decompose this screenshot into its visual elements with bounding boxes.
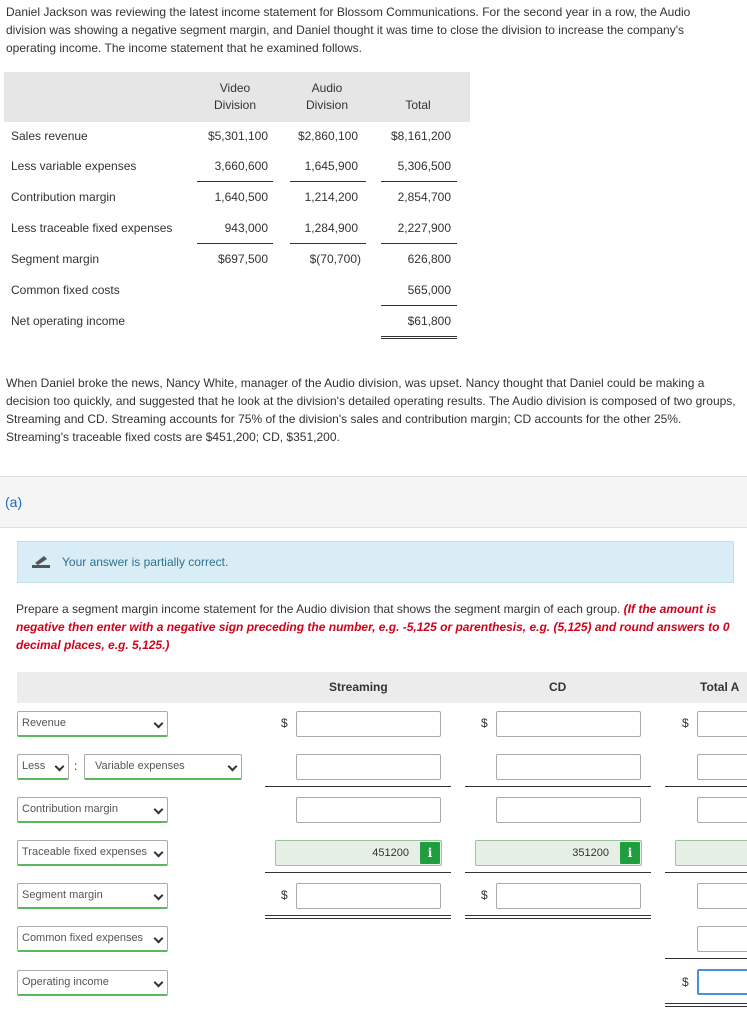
total-contribution: 2,854,700 <box>397 190 451 204</box>
row-label-variable-expenses: Less variable expenses <box>11 159 137 173</box>
underline <box>465 786 651 787</box>
double-underline <box>465 918 651 919</box>
cd-variable-input[interactable] <box>496 754 641 780</box>
revenue-select[interactable]: Revenue <box>17 711 168 737</box>
underline <box>381 181 457 182</box>
pencil-icon <box>32 554 50 570</box>
video-traceable: 943,000 <box>224 221 268 235</box>
chevron-down-icon <box>55 762 65 772</box>
underline <box>381 305 457 306</box>
double-underline <box>265 915 451 916</box>
cd-traceable-input[interactable]: 351200 i <box>475 840 642 866</box>
total-sales: $8,161,200 <box>390 129 451 143</box>
instructions: Prepare a segment margin income statement for the Audio division that shows the segment margin of each group. (If the amount is negative then enter with a negative sign preceding the number, e.g. -5,125 or parenthesis, e.g. (5,125) and round answers to 0 decimal places, e.g. 5,125.) <box>16 602 730 652</box>
total-segment: 626,800 <box>407 252 451 266</box>
audio-segment: $(70,700) <box>309 252 361 266</box>
cd-header: CD <box>549 680 567 694</box>
total-variable-input[interactable] <box>697 754 747 780</box>
instructions-note: (If the amount is negative then enter with a negative sign preceding the number, e.g. -5,125 or parenthesis, e.g. (5,125) and round answers to 0 decimal places, e.g. 5,125.) <box>16 602 730 652</box>
part-header <box>0 476 747 528</box>
underline <box>197 181 273 182</box>
underline <box>665 786 747 787</box>
streaming-revenue-input[interactable] <box>296 711 441 737</box>
double-underline <box>665 1006 747 1007</box>
common-fixed-select[interactable]: Common fixed expenses <box>17 926 168 952</box>
total-header: Total <box>405 98 431 112</box>
total-traceable-input[interactable] <box>675 840 747 866</box>
currency-symbol: $ <box>281 888 288 902</box>
segment-margin-select[interactable]: Segment margin <box>17 883 168 909</box>
less-select[interactable]: Less <box>17 754 69 780</box>
total-variable: 5,306,500 <box>397 159 451 173</box>
total-audio-header: Total A <box>700 680 740 694</box>
row-label-traceable-fixed: Less traceable fixed expenses <box>11 221 173 235</box>
underline <box>197 243 273 244</box>
underline <box>465 872 651 873</box>
underline <box>665 872 747 873</box>
chevron-down-icon <box>154 848 164 858</box>
cd-contribution-input[interactable] <box>496 797 641 823</box>
chevron-down-icon <box>154 934 164 944</box>
currency-symbol: $ <box>682 975 689 989</box>
total-contribution-input[interactable] <box>697 797 747 823</box>
currency-symbol: $ <box>481 716 488 730</box>
answer-table-header <box>17 672 747 703</box>
cd-segment-input[interactable] <box>496 883 641 909</box>
video-variable: 3,660,600 <box>214 159 268 173</box>
traceable-fixed-select[interactable]: Traceable fixed expenses <box>17 840 168 866</box>
audio-variable: 1,645,900 <box>304 159 358 173</box>
chevron-down-icon <box>154 891 164 901</box>
variable-expenses-select[interactable]: Variable expenses <box>84 754 242 780</box>
intro-paragraph: Daniel Jackson was reviewing the latest income statement for Blossom Communications. For the second year in a row, the Audio division was showing a negative segment margin, and Daniel thought it was time to close the division to increase the company's operating income. The income statement that he examined follows. <box>6 5 691 55</box>
double-underline <box>265 918 451 919</box>
chevron-down-icon <box>154 978 164 988</box>
row-label-net-operating-income: Net operating income <box>11 314 126 328</box>
currency-symbol: $ <box>481 888 488 902</box>
underline <box>265 872 451 873</box>
total-revenue-input[interactable] <box>697 711 747 737</box>
info-icon[interactable]: i <box>420 842 440 864</box>
video-segment: $697,500 <box>217 252 268 266</box>
status-banner <box>17 541 734 583</box>
double-underline <box>665 1003 747 1004</box>
total-traceable: 2,227,900 <box>397 221 451 235</box>
audio-contribution: 1,214,200 <box>304 190 358 204</box>
streaming-traceable-input[interactable]: 451200 i <box>275 840 442 866</box>
video-division-header: Video Division <box>213 81 256 112</box>
row-label-sales-revenue: Sales revenue <box>11 129 88 143</box>
separator: : <box>74 759 78 773</box>
streaming-contribution-input[interactable] <box>296 797 441 823</box>
total-common-fixed-input[interactable] <box>697 926 747 952</box>
double-underline <box>381 336 457 337</box>
currency-symbol: $ <box>281 716 288 730</box>
streaming-variable-input[interactable] <box>296 754 441 780</box>
currency-symbol: $ <box>682 716 689 730</box>
operating-income-select[interactable]: Operating income <box>17 970 168 996</box>
status-text: Your answer is partially correct. <box>62 555 229 569</box>
double-underline <box>381 338 457 339</box>
details-paragraph: When Daniel broke the news, Nancy White, manager of the Audio division, was upset. Nancy thought that Daniel could be making a decision too quickly, and suggested that he look at the division's detailed operating results. The Audio division is composed of two groups, Streaming and CD. Streaming accounts for 75% of the division's sales and contribution margin; CD accounts for the other 25%. Streaming's traceable fixed costs are $451,200; CD, $351,200. <box>6 376 736 444</box>
info-icon[interactable]: i <box>620 842 640 864</box>
audio-division-header: Audio Division <box>305 81 348 112</box>
chevron-down-icon <box>154 805 164 815</box>
video-contribution: 1,640,500 <box>214 190 268 204</box>
total-segment-input[interactable] <box>697 883 747 909</box>
underline <box>265 786 451 787</box>
part-label: (a) <box>5 494 23 510</box>
row-label-segment-margin: Segment margin <box>11 252 100 266</box>
total-net-operating-income: $61,800 <box>407 314 451 328</box>
total-common-fixed: 565,000 <box>407 283 451 297</box>
underline <box>381 243 457 244</box>
chevron-down-icon <box>154 719 164 729</box>
underline <box>290 243 366 244</box>
streaming-header: Streaming <box>329 680 388 694</box>
contribution-margin-select[interactable]: Contribution margin <box>17 797 168 823</box>
double-underline <box>465 915 651 916</box>
streaming-segment-input[interactable] <box>296 883 441 909</box>
underline <box>290 181 366 182</box>
video-sales: $5,301,100 <box>207 129 268 143</box>
cd-revenue-input[interactable] <box>496 711 641 737</box>
row-label-contribution-margin: Contribution margin <box>11 190 116 204</box>
audio-sales: $2,860,100 <box>297 129 358 143</box>
total-operating-income-input[interactable] <box>697 969 747 995</box>
chevron-down-icon <box>228 762 238 772</box>
underline <box>665 958 747 959</box>
row-label-common-fixed: Common fixed costs <box>11 283 120 297</box>
audio-traceable: 1,284,900 <box>304 221 358 235</box>
